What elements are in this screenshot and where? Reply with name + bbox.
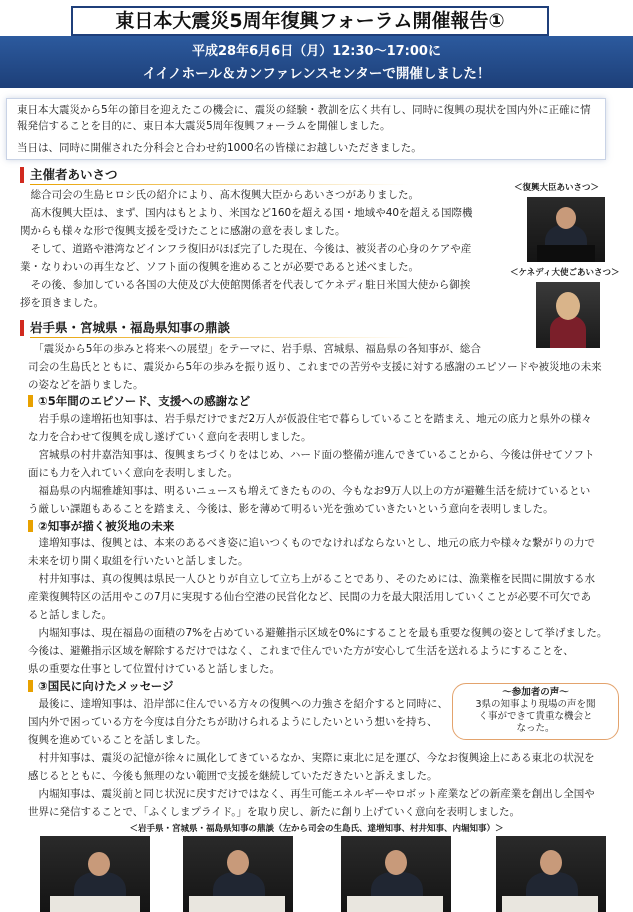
photo-governor-tasso <box>183 836 293 912</box>
subsection-heading-future: ②知事が描く被災地の未来 <box>28 518 174 534</box>
section-governors-intro <box>28 340 602 394</box>
subsection-future-text <box>28 534 607 678</box>
text-line: 復興を進めていることを話しました。 <box>28 734 207 746</box>
subsection-heading-episodes: ①5年間のエピソード、支援への感謝など <box>28 393 250 409</box>
subsection-heading-message: ③国民に向けたメッセージ <box>28 678 174 694</box>
text-line: な力を合わせて復興を成し遂げていく意向を表明しました。 <box>28 431 312 443</box>
photo-governor-murai <box>341 836 451 912</box>
text-line: 達増知事は、復興とは、本来のあるべき姿に追いつくものでなければならないとし、地元の底力や様々な繋がりの力で <box>28 537 595 549</box>
text-line: 岩手県の達増拓也知事は、岩手県だけでまだ2万人が仮設住宅で暮らしていることを踏まえ、地元の底力と県外の様々 <box>28 413 592 425</box>
text-line: 髙木復興大臣は、まず、国内はもとより、米国など160を超える国・地域や40を超える国際機 <box>20 207 473 219</box>
text-line: 拶を頂きました。 <box>20 297 104 309</box>
text-line: の姿などを語りました。 <box>28 379 144 391</box>
text-line: 村井知事は、真の復興は県民一人ひとりが自立して立ち上がることであり、そのためには、漁業権を民間に開放する水 <box>28 573 595 585</box>
text-line: 福島県の内堀雅雄知事は、明るいニュースも増えてきたものの、今もなお9万人以上の方が避難生活を続けているとい <box>28 485 591 497</box>
text-line: 感じるとともに、今後も無理のない範囲で支援を継続していただきたいと訴えました。 <box>28 770 438 782</box>
text-line: 業・なりわいの再生など、ソフト面の復興を進めることが必要であると述べました。 <box>20 261 419 273</box>
text-line: 面にも力を入れていく意向を表明しました。 <box>28 467 238 479</box>
text-line: 村井知事は、震災の記憶が徐々に風化してきているなか、実際に東北に足を運び、今なお復興途上にある東北の状況を <box>28 752 595 764</box>
participant-voice-box <box>452 683 619 740</box>
text-line: 総合司会の生島ヒロシ氏の紹介により、髙木復興大臣からあいさつがありました。 <box>20 189 419 201</box>
text-line: 県の重要な仕事として位置付けていると話しました。 <box>28 663 280 675</box>
text-line: 司会の生島氏とともに、震災から5年の歩みを振り返り、これまでの苦労や支援に対する感謝のエピソードや被災地の未来 <box>28 361 602 373</box>
text-line: 未来を切り開く取組を行いたいと話しました。 <box>28 555 249 567</box>
photo-moderator <box>40 836 150 912</box>
text-line: 今後は、避難指示区域を解除するだけではなく、これまで住んでいた方が安心して生活を送れるようにすることを、 <box>28 645 574 657</box>
banner-venue-line: イイノホール＆カンファレンスセンターで開催しました！ <box>142 66 491 82</box>
subsection-episodes-text <box>28 410 594 518</box>
section-heading-organizer: 主催者あいさつ <box>20 165 118 185</box>
voice-line: 3県の知事より現場の声を聞 <box>475 699 596 710</box>
voice-title: ～参加者の声～ <box>502 687 569 698</box>
text-line: 世界に発信することで、「ふくしまプライド。」を取り戻し、新たに創り上げていく意向を表明しました。 <box>28 806 521 818</box>
photo-caption-minister: ＜復興大臣あいさつ＞ <box>514 183 600 193</box>
text-line: 内堀知事は、震災前と同じ状況に戻すだけではなく、再生可能エネルギーやロボット産業などの新産業を創出し全国や <box>28 788 595 800</box>
text-line: 関からも様々な形で復興支援を受けたことに感謝の意を表しました。 <box>20 225 346 237</box>
intro-line: 東日本大震災から5年の節目を迎えたこの機会に、震災の経験・教訓を広く共有し、同時に復興の現状を国内外に正確に情 <box>17 104 591 116</box>
page-title: 東日本大震災5周年復興フォーラム開催報告① <box>71 6 549 36</box>
voice-line: なった。 <box>516 723 555 734</box>
text-line: その後、参加している各国の大使及び大使館関係者を代表してケネディ駐日米国大使から御挨 <box>20 279 471 291</box>
text-line: 産業復興特区の活用やこの7月に実現する仙台空港の民営化など、民間の力を最大限活用していくことが必要不可欠であ <box>28 591 592 603</box>
intro-line: 当日は、同時に開催された分科会と合わせ約1000名の皆様にお越しいただきました。 <box>17 142 422 154</box>
event-banner <box>0 36 633 88</box>
text-line: そして、道路や港湾などインフラ復旧がほぼ完了した現在、今後は、被災者の心身のケアや産 <box>20 243 472 255</box>
photo-ambassador <box>536 282 600 348</box>
text-line: 内堀知事は、現在福島の面積の7%を占めている避難指示区域を0%にすることを最も重要な復興の姿として挙げました。 <box>28 627 608 639</box>
photo-governor-uchibori <box>496 836 606 912</box>
text-line: ると話しました。 <box>28 609 112 621</box>
intro-box <box>6 98 606 160</box>
banner-date-line: 平成28年6月6日（月）12:30～17:00に <box>192 44 441 59</box>
text-line: 宮城県の村井嘉浩知事は、復興まちづくりをはじめ、ハード面の整備が進んできていることから、今後は併せてソフト <box>28 449 595 461</box>
text-line: 最後に、達増知事は、沿岸部に住んでいる方々の復興への力強さを紹介すると同時に、 <box>28 698 448 710</box>
photo-caption-ambassador: ＜ケネディ大使ごあいさつ＞ <box>510 268 620 278</box>
photo-minister <box>527 197 605 262</box>
intro-line: 報発信することを目的に、東日本大震災5周年復興フォーラムを開催しました。 <box>17 120 391 132</box>
voice-line: く事ができて貴重な機会と <box>478 711 593 722</box>
text-line: う厳しい課題もあることを踏まえ、今後は、影を薄めて明るい光を強めていきたいという意向を表明しました。 <box>28 503 554 515</box>
governors-photos-caption: ＜岩手県・宮城県・福島県知事の鼎談（左から司会の生島氏、達増知事、村井知事、内堀知事）＞ <box>129 824 504 834</box>
text-line: 「震災から5年の歩みと将来への展望」をテーマに、岩手県、宮城県、福島県の各知事が、総合 <box>28 343 481 355</box>
section-organizer-text <box>20 186 473 312</box>
section-heading-governors: 岩手県・宮城県・福島県知事の鼎談 <box>20 318 230 338</box>
text-line: 国内外で困っている方を今度は自分たちが助けられるようにしたいという想いを持ち、 <box>28 716 438 728</box>
